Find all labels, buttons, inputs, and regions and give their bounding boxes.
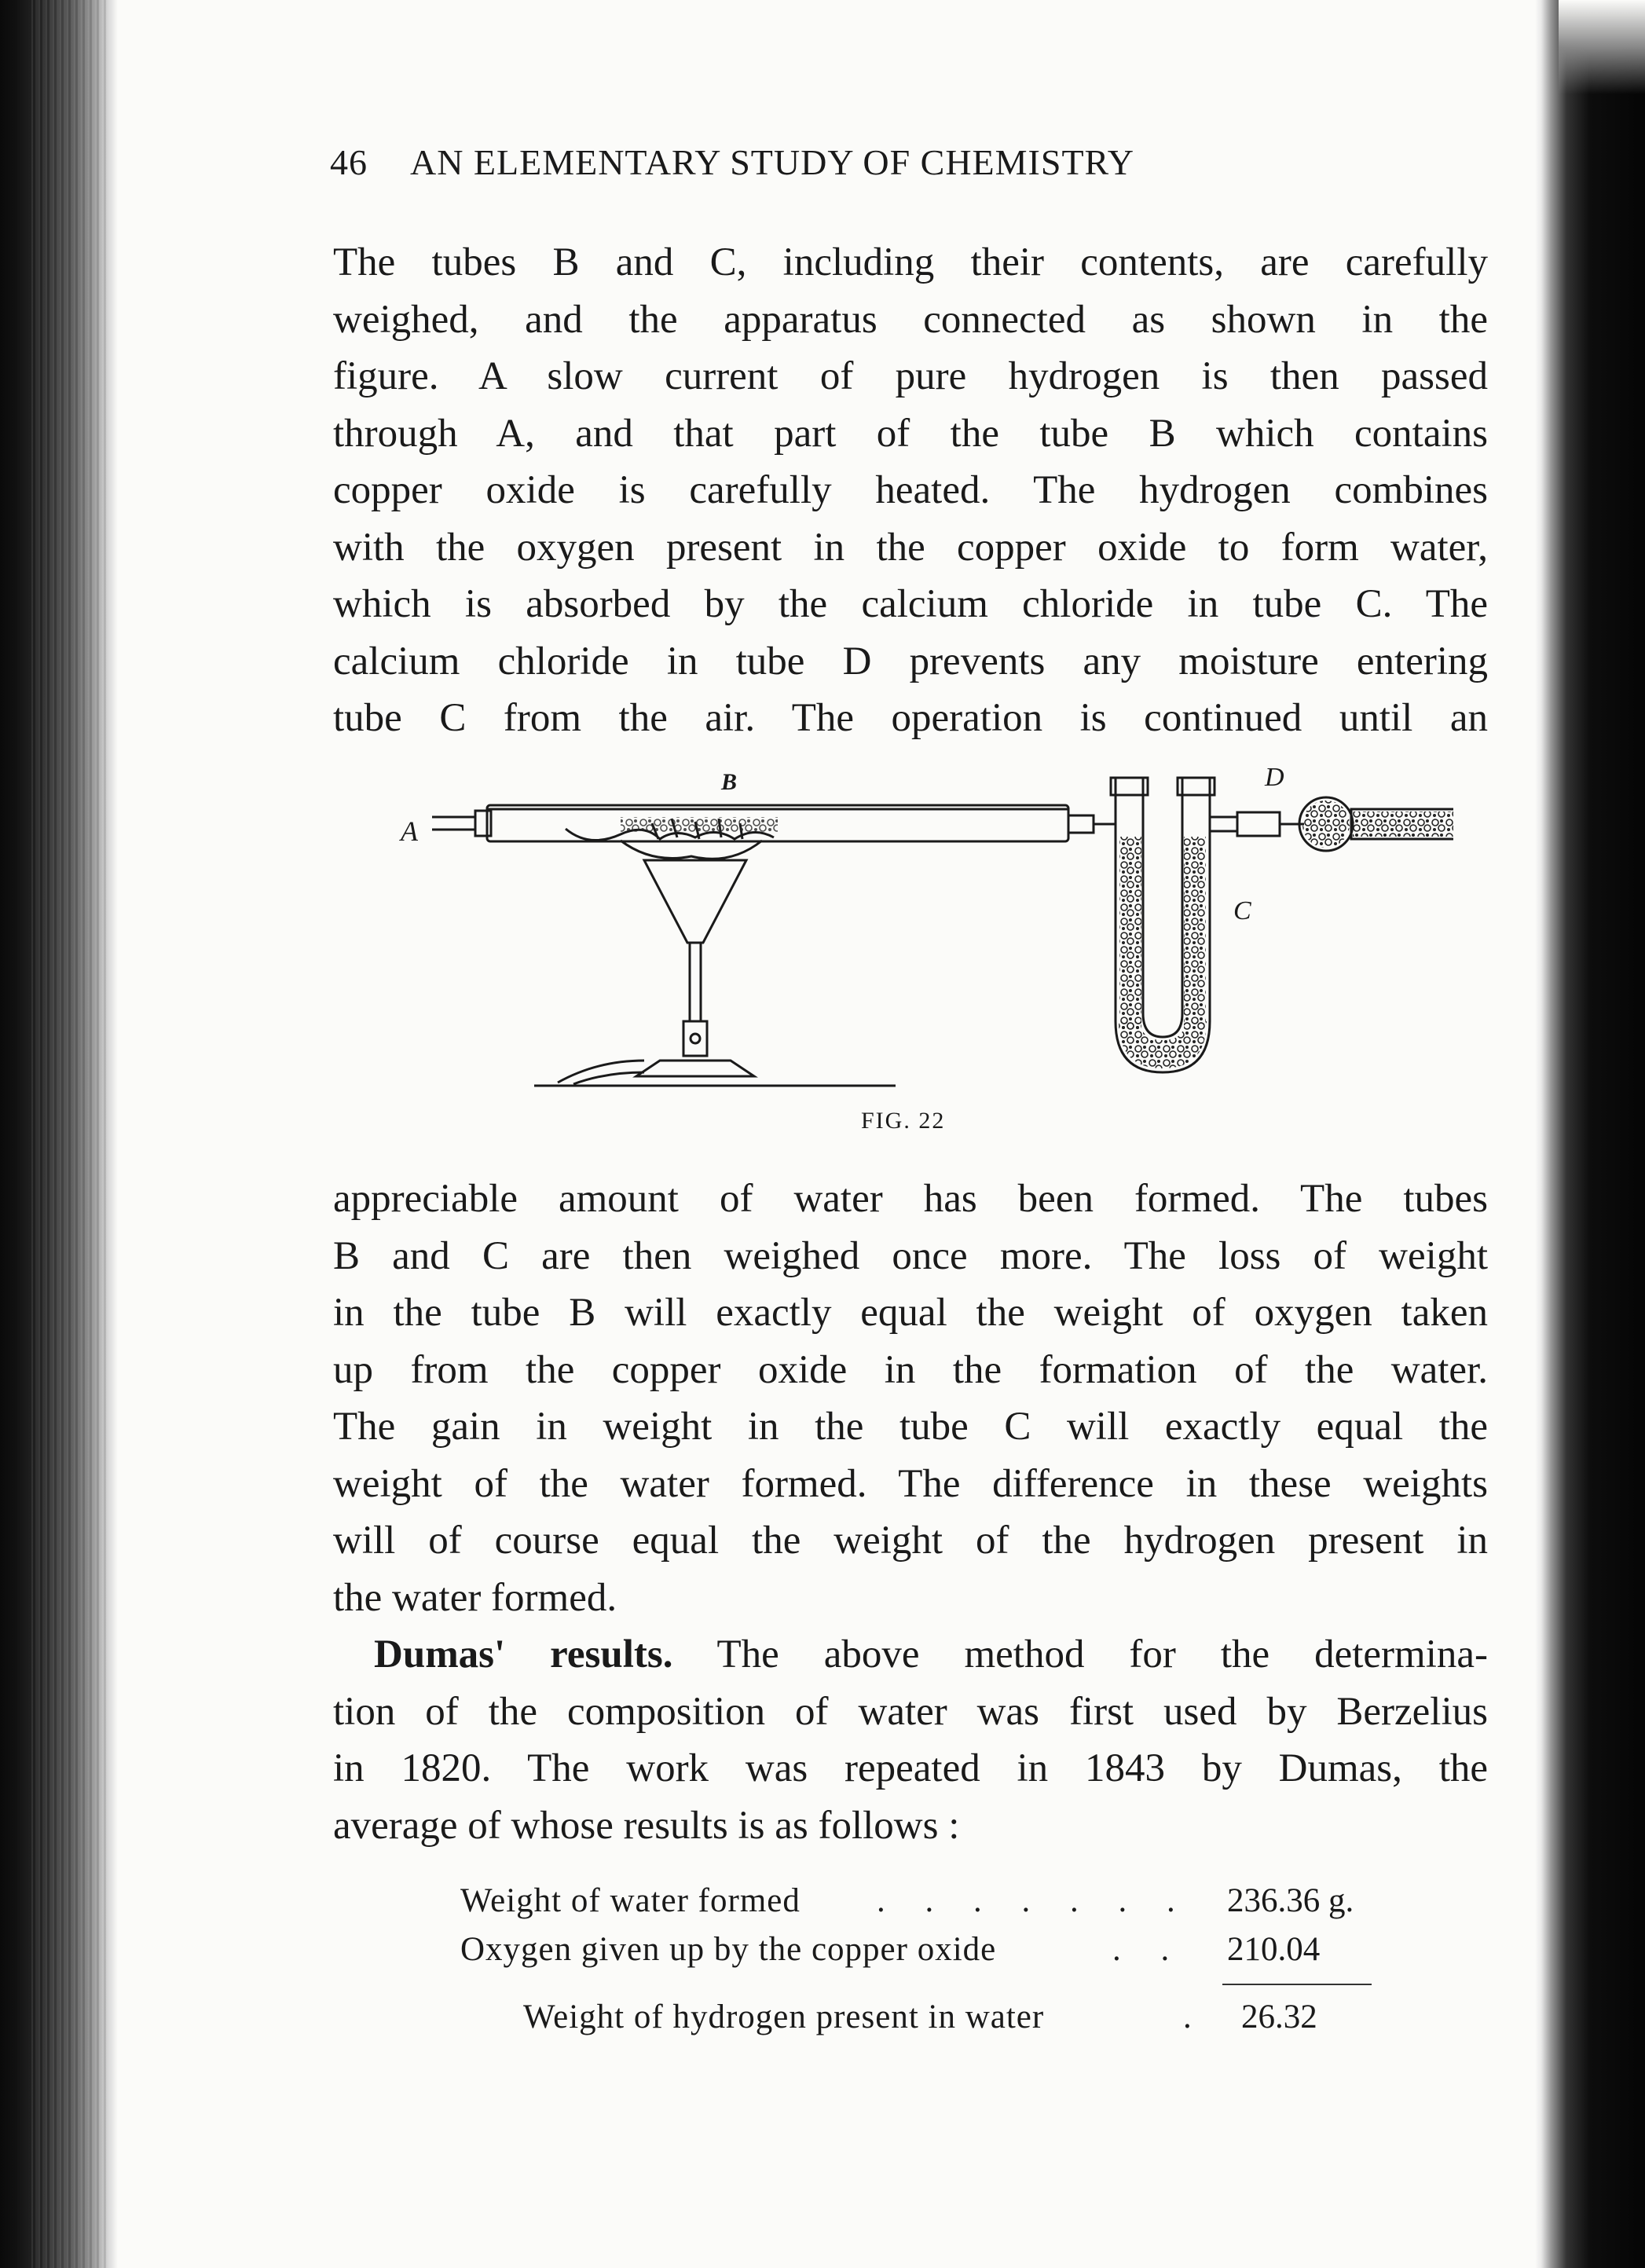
sum-rule — [1222, 1984, 1372, 1985]
text-line: with the oxygen present in the copper oxide to form water, — [333, 525, 1488, 570]
text-line: appreciable amount of water has been formed. The tubes — [333, 1177, 1488, 1221]
result-value: 236.36 g. — [1227, 1882, 1354, 1919]
figure-caption: FIG. 22 — [861, 1108, 946, 1134]
text-line: calcium chloride in tube D prevents any moisture entering — [333, 639, 1488, 683]
total-value: 26.32 — [1241, 1999, 1317, 2035]
paragraph-2 — [333, 1171, 1488, 1626]
paragraph-3 — [333, 1626, 1488, 1854]
text-line: which is absorbed by the calcium chloride in tube C. The — [333, 582, 1488, 626]
scan-left-streaks — [31, 0, 110, 2268]
text-line: up from the copper oxide in the formation of the water. — [333, 1347, 1488, 1392]
text-line: The tubes B and C, including their contents, are carefully — [333, 240, 1488, 284]
paragraph-1 — [333, 234, 1488, 747]
text-line: weighed, and the apparatus connected as shown in the — [333, 297, 1488, 342]
text-line: average of whose results is as follows : — [333, 1803, 960, 1848]
total-label: Weight of hydrogen present in water — [523, 1999, 1045, 2035]
text-line: copper oxide is carefully heated. The hydrogen combines — [333, 468, 1488, 512]
result-value: 210.04 — [1227, 1931, 1321, 1968]
text-line: figure. A slow current of pure hydrogen is then passed — [333, 354, 1488, 398]
text-line: B and C are then weighed once more. The loss of weight — [333, 1233, 1488, 1278]
text-line: The gain in weight in the tube C will exactly equal the — [333, 1405, 1488, 1449]
leader-dots: . — [1183, 1999, 1207, 2035]
text-fragment: The above method for the determina- — [672, 1632, 1488, 1676]
text-line — [333, 1626, 1488, 1684]
result-label: Oxygen given up by the copper oxide — [460, 1931, 997, 1968]
page-title: AN ELEMENTARY STUDY OF CHEMISTRY — [409, 142, 1134, 182]
result-label: Weight of water formed — [460, 1882, 801, 1919]
label-c: C — [1233, 896, 1251, 925]
page-number: 46 — [330, 142, 368, 182]
label-a: A — [401, 815, 418, 847]
section-heading: Dumas' results. — [374, 1632, 673, 1676]
results-total-row — [460, 1998, 1403, 2046]
text-line: weight of the water formed. The difference in these weights — [333, 1461, 1488, 1506]
text-line: tion of the composition of water was first used by Berzelius — [333, 1689, 1488, 1734]
scan-right-top — [1559, 0, 1645, 94]
text-line: will of course equal the weight of the hydrogen present in — [333, 1519, 1488, 1563]
results-table — [460, 1881, 1403, 2046]
label-b: B — [721, 769, 738, 795]
running-head — [330, 141, 1367, 183]
scan-right-edge — [1535, 0, 1645, 2268]
text-line: the water formed. — [333, 1575, 617, 1620]
text-line: in 1820. The work was repeated in 1843 by Dumas, the — [333, 1746, 1488, 1790]
results-row — [460, 1930, 1403, 1979]
results-row — [460, 1881, 1403, 1930]
apparatus-drawing — [385, 762, 1453, 1092]
text-line: tube C from the air. The operation is continued until an — [333, 696, 1488, 740]
label-d: D — [1265, 763, 1284, 792]
leader-dots: . . — [1112, 1931, 1185, 1968]
text-line: through A, and that part of the tube B which contains — [333, 411, 1488, 456]
text-line: in the tube B will exactly equal the weight of oxygen taken — [333, 1291, 1488, 1335]
leader-dots: . . . . . . . — [877, 1882, 1191, 1919]
figure-apparatus — [385, 762, 1453, 1092]
